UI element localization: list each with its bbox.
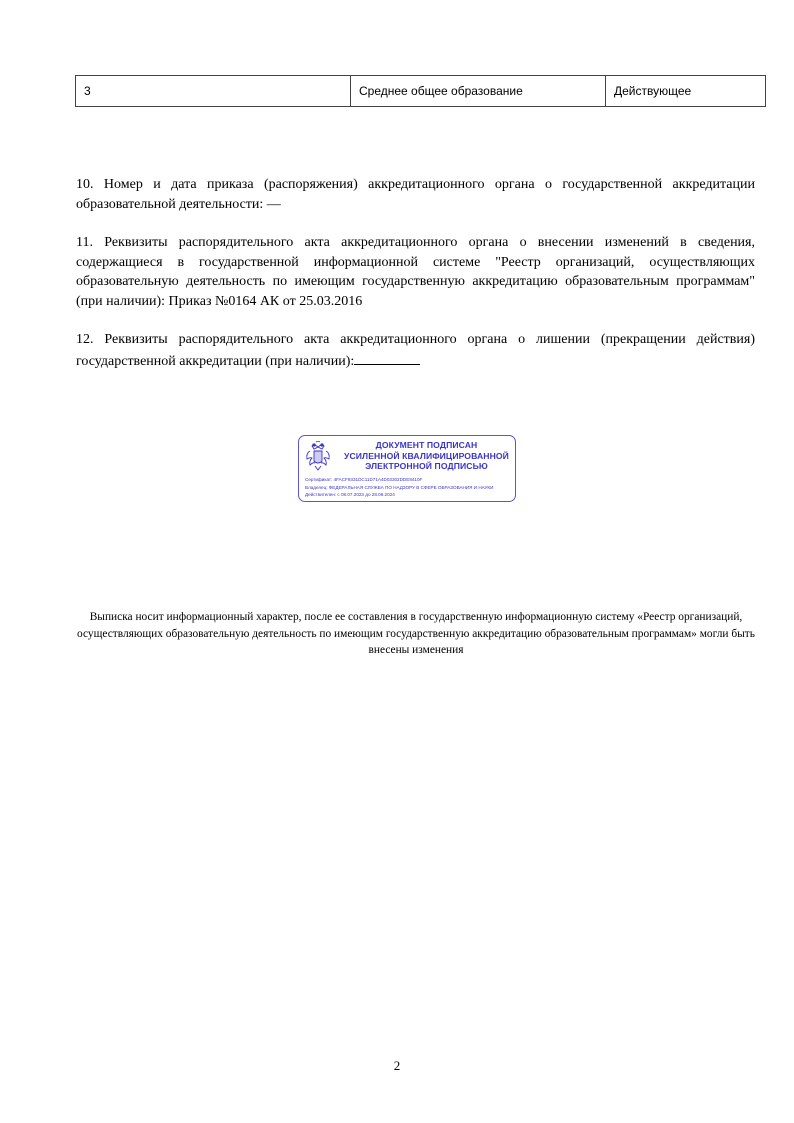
paragraph-12: [76, 330, 755, 371]
stamp-heading: [339, 440, 514, 472]
education-level-cell: Среднее общее образование: [351, 76, 606, 107]
education-levels-table: [75, 75, 766, 107]
stamp-certificate: Сертификат: 4FACF9331DC11D71A4D03302DDE8410F: [305, 477, 423, 482]
blank-line: [354, 350, 420, 365]
digital-signature-stamp: [298, 435, 516, 502]
disclaimer-note: Выписка носит информационный характер, после ее составления в государственную информационную систему «Реестр организаций, осуществляющих образовательную деятельность по имеющим государственную аккредитацию образовательным программам» могли быть внесены изменения: [77, 611, 755, 656]
page-number: 2: [393, 1058, 401, 1073]
status-cell: Действующее: [606, 76, 766, 107]
stamp-owner: Владелец: ФЕДЕРАЛЬНАЯ СЛУЖБА ПО НАДЗОРУ В СФЕРЕ ОБРАЗОВАНИЯ И НАУКИ: [305, 484, 494, 490]
stamp-line-1: ДОКУМЕНТ ПОДПИСАН: [375, 440, 478, 450]
table-row: [76, 76, 766, 107]
paragraph-12-text: 12. Реквизиты распорядительного акта аккредитационного органа о лишении (прекращении действия) государственной аккредитации (при наличии):: [76, 332, 755, 369]
coat-of-arms-icon: [304, 441, 332, 473]
stamp-line-2: УСИЛЕННОЙ КВАЛИФИЦИРОВАННОЙ: [344, 450, 509, 461]
stamp-validity: Действителен: с 08.07.2023 до 28.09.2024: [305, 492, 395, 497]
paragraph-10: 10. Номер и дата приказа (распоряжения) аккредитационного органа о государственной аккредитации образовательной деятельности: —: [76, 177, 755, 212]
stamp-details: [305, 476, 493, 499]
row-number-cell: 3: [76, 76, 351, 107]
paragraph-11: 11. Реквизиты распорядительного акта аккредитационного органа о внесении изменений в сведения, содержащиеся в государственной информационной системе "Реестр организаций, осуществляющих образовательную деятельность по имеющим государственную аккредитацию образовательным программам" (при наличии): Приказ №0164 АК от 25.03.2016: [76, 235, 755, 309]
stamp-line-3: ЭЛЕКТРОННОЙ ПОДПИСЬЮ: [365, 461, 488, 471]
